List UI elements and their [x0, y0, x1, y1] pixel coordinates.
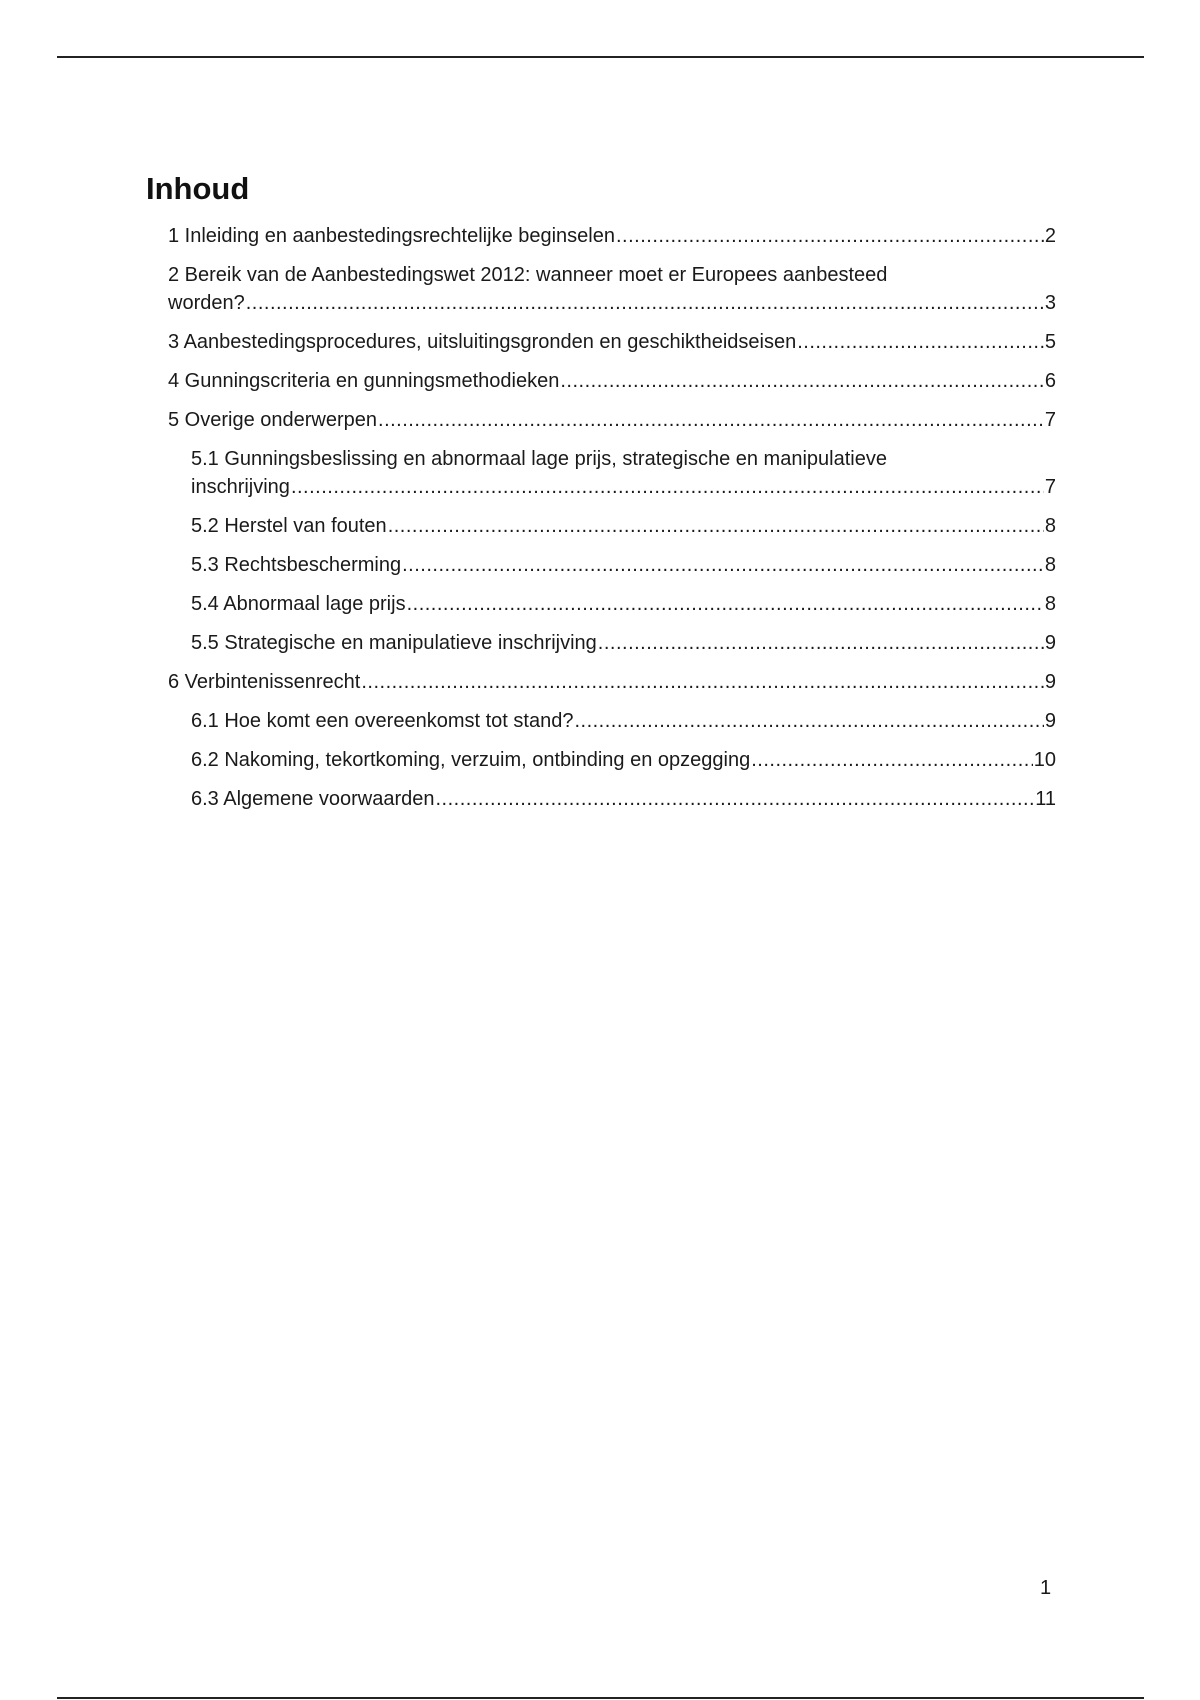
toc-entry-page: 11: [1035, 788, 1056, 810]
toc-entry-text: 6.3 Algemene voorwaarden: [191, 788, 435, 810]
toc-entry[interactable]: [168, 222, 1056, 250]
toc-entry-text: 4 Gunningscriteria en gunningsmethodieken: [168, 370, 560, 392]
toc-entry-page: 8: [1044, 515, 1056, 537]
toc-dot-leader: [751, 746, 1033, 774]
toc-entry[interactable]: [168, 367, 1056, 395]
toc-entry-text: 3 Aanbestedingsprocedures, uitsluitingsgronden en geschiktheidseisen: [168, 331, 797, 353]
toc-list: [146, 222, 1056, 813]
toc-entry-page: 9: [1044, 671, 1056, 693]
toc-dot-leader: [291, 473, 1044, 501]
toc-entry[interactable]: [191, 629, 1056, 657]
toc-entry-text: 6.1 Hoe komt een overeenkomst tot stand?: [191, 710, 574, 732]
toc-entry-page: 9: [1044, 632, 1056, 654]
toc-dot-leader: [407, 590, 1044, 618]
footer-rule: [57, 1697, 1144, 1699]
toc-entry-page: 8: [1044, 554, 1056, 576]
toc-entry-text: 1 Inleiding en aanbestedingsrechtelijke beginselen: [168, 225, 615, 247]
toc-title: Inhoud: [146, 171, 250, 206]
toc-dot-leader: [402, 551, 1044, 579]
toc-entry-page: 2: [1044, 225, 1056, 247]
toc-entry[interactable]: [191, 785, 1056, 813]
header-rule: [57, 56, 1144, 58]
toc-entry[interactable]: [168, 261, 1056, 317]
page-number: 1: [1040, 1577, 1052, 1599]
toc-entry-text: 5.3 Rechtsbescherming: [191, 554, 402, 576]
toc-entry-page: 7: [1044, 476, 1056, 498]
toc-entry-page: 8: [1044, 593, 1056, 615]
toc-entry-text: 5.2 Herstel van fouten: [191, 515, 387, 537]
toc-entry-line: [191, 512, 1056, 540]
toc-entry-text: 6 Verbintenissenrecht: [168, 671, 361, 693]
toc-entry[interactable]: [168, 668, 1056, 696]
toc-entry-line: [191, 707, 1056, 735]
toc-entry-line: [168, 222, 1056, 250]
toc-dot-leader: [388, 512, 1044, 540]
toc-dot-leader: [616, 222, 1044, 250]
toc-entry-page: 7: [1044, 409, 1056, 431]
toc-entry[interactable]: [168, 406, 1056, 434]
toc-entry-line: [191, 629, 1056, 657]
toc-entry-text: worden?: [168, 292, 245, 314]
toc-entry[interactable]: [191, 590, 1056, 618]
toc-dot-leader: [797, 328, 1044, 356]
toc-entry[interactable]: [191, 445, 1056, 501]
toc-entry-first-line: 2 Bereik van de Aanbestedingswet 2012: wanneer moet er Europees aanbesteed: [168, 264, 888, 286]
toc-entry-line: [191, 785, 1056, 813]
toc-entry-line: [168, 328, 1056, 356]
toc-entry-line: [191, 473, 1056, 501]
toc-dot-leader: [436, 785, 1035, 813]
toc-entry-line: [191, 551, 1056, 579]
toc-entry-text: 5.5 Strategische en manipulatieve inschrijving: [191, 632, 597, 654]
toc-entry-text: 5.4 Abnormaal lage prijs: [191, 593, 406, 615]
toc-entry-line: [168, 367, 1056, 395]
toc-entry-line: [168, 289, 1056, 317]
toc-entry[interactable]: [191, 551, 1056, 579]
toc-dot-leader: [378, 406, 1044, 434]
toc-dot-leader: [560, 367, 1044, 395]
toc-entry[interactable]: [191, 707, 1056, 735]
toc-entry-first-line: 5.1 Gunningsbeslissing en abnormaal lage prijs, strategische en manipulatieve: [191, 448, 887, 470]
toc-entry-line: [191, 746, 1056, 774]
toc-entry-line: [191, 590, 1056, 618]
toc-entry-page: 5: [1044, 331, 1056, 353]
toc-entry-page: 6: [1044, 370, 1056, 392]
toc-entry[interactable]: [168, 328, 1056, 356]
toc-dot-leader: [246, 289, 1044, 317]
toc-entry-text: 5 Overige onderwerpen: [168, 409, 378, 431]
toc-dot-leader: [361, 668, 1044, 696]
toc-entry-line: [168, 668, 1056, 696]
toc-entry-text: 6.2 Nakoming, tekortkoming, verzuim, ontbinding en opzegging: [191, 749, 751, 771]
toc-dot-leader: [574, 707, 1043, 735]
toc-entry[interactable]: [191, 746, 1056, 774]
toc-entry-page: 10: [1033, 749, 1056, 771]
toc-entry-line: [168, 406, 1056, 434]
toc-entry[interactable]: [191, 512, 1056, 540]
toc-entry-page: 3: [1044, 292, 1056, 314]
toc-entry-page: 9: [1044, 710, 1056, 732]
toc-dot-leader: [598, 629, 1044, 657]
table-of-contents: [146, 168, 1056, 824]
toc-entry-text: inschrijving: [191, 476, 290, 498]
